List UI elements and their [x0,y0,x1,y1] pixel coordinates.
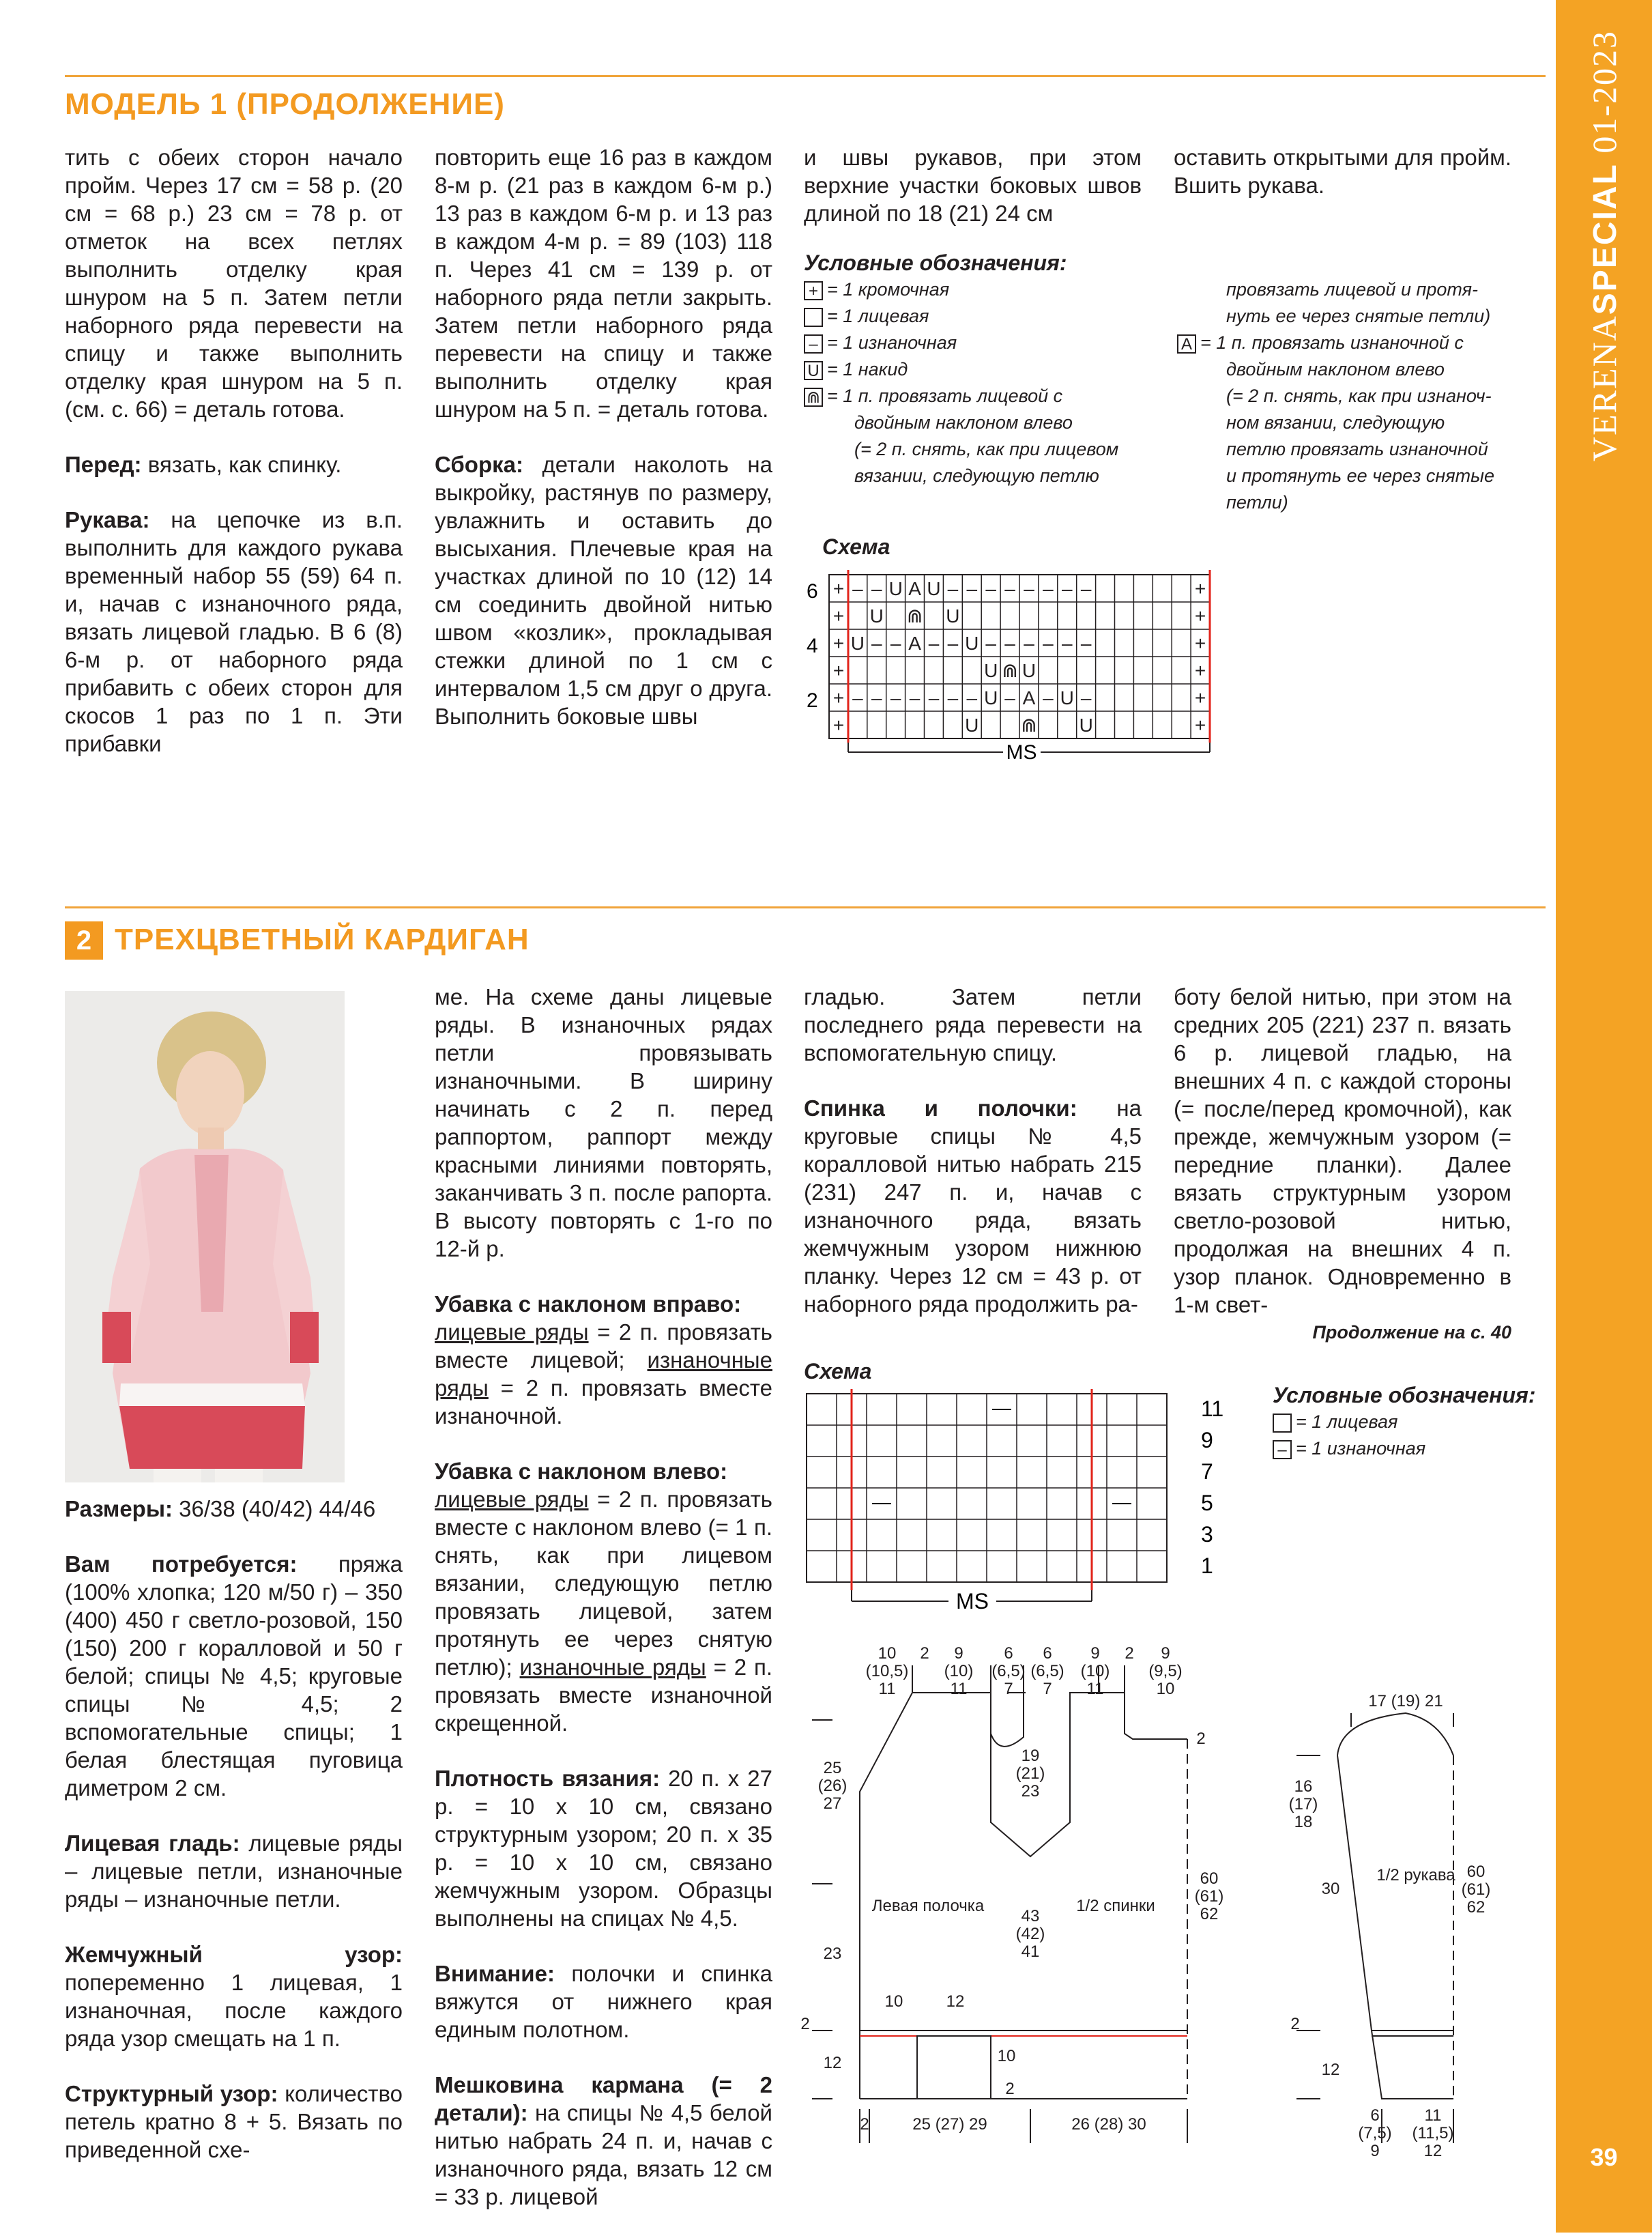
ms-label: MS [956,1589,989,1613]
svg-text:2: 2 [800,2015,810,2033]
paragraph: и швы рукавов, при этом верхние участки боковых швов длиной по 18 (21) 24 см [804,145,1142,226]
svg-text:10: 10 [997,2047,1016,2065]
svg-text:(11,5): (11,5) [1412,2124,1454,2142]
svg-text:62: 62 [1200,1905,1219,1923]
legend-item: – = 1 изнаночная [804,330,1186,356]
svg-text:–: – [852,687,863,708]
svg-text:U: U [869,605,884,627]
back-half-label: 1/2 спинки [1076,1897,1155,1915]
svg-text:11: 11 [950,1680,968,1698]
svg-text:2: 2 [1125,1644,1134,1663]
paragraph: Спинка и полочки: на круговые спицы № 4,5 коралловой нитью набрать 215 (231) 247 п. и, начав с изнаночного ряда, вязать жемчужным узором нижнюю планку. Через 12 см = 43 р. от наборного ряда продолжить ра- [804,1095,1142,1317]
svg-text:–: – [1004,633,1015,654]
svg-text:6: 6 [1370,2106,1380,2125]
row-label: 6 [807,580,818,603]
svg-text:(10): (10) [1080,1662,1110,1680]
svg-text:12: 12 [823,2054,842,2072]
svg-text:⋒: ⋒ [906,605,923,627]
svg-text:+: + [832,633,845,654]
svg-text:U: U [1060,687,1074,708]
svg-text:(9,5): (9,5) [1148,1662,1183,1680]
svg-text:10: 10 [884,1992,903,2011]
svg-text:(7,5): (7,5) [1358,2124,1392,2142]
svg-text:+: + [832,687,845,708]
svg-text:12: 12 [1423,2142,1443,2160]
svg-text:2: 2 [860,2115,869,2134]
svg-text:–: – [1043,687,1054,708]
section2-scheme-chart [798,1386,1249,1618]
section1-col4 [1174,143,1511,227]
svg-text:+: + [1194,605,1206,627]
svg-text:19: 19 [1021,1747,1040,1765]
body-pattern-diagram [792,1638,1242,2157]
svg-text:60: 60 [1466,1863,1486,1881]
section2-col4 [1174,983,1511,1347]
svg-text:(42): (42) [1015,1925,1045,1943]
svg-text:2: 2 [920,1644,929,1663]
section2-col1 [65,1495,403,2191]
svg-text:–: – [909,687,921,708]
section1-col3 [804,143,1142,255]
legend-item: = 1 лицевая [1273,1409,1536,1435]
paragraph: Лицевая гладь: лицевые ряды – лицевые петли, изнаночные ряды – изнаночные петли. [65,1831,403,1912]
section2-col3 [804,983,1142,1345]
svg-text:23: 23 [823,1945,842,1963]
sleeve-label: 1/2 рукава [1376,1866,1455,1884]
svg-text:—: — [872,1491,891,1512]
ms-label: MS [1006,741,1037,764]
svg-text:–: – [1080,687,1092,708]
purl-symbol-icon: – [1273,1440,1292,1459]
svg-text:U: U [965,633,979,654]
paragraph: боту белой нитью, при этом на средних 205 (221) 237 п. вязать 6 р. лицевой гладью, на внешних 4 п. с каждой стороны (= после/перед кромочной), как прежде, жемчужным узором (= передние планки). Далее вязать структурным узором светло-розовой нитью, продолжая на внешних 4 п. узор планок. Одновременно в 1-м свет- [1174,984,1511,1317]
svg-text:⋒: ⋒ [1002,660,1018,681]
svg-text:+: + [832,578,845,599]
row-label: 11 [1201,1396,1224,1421]
paragraph: Плотность вязания: 20 п. х 27 р. = 10 х 10 см, связано структурным узором; 20 п. х 35 р. = 10 х 10 см, связано жемчужным узором. Образцы выполнены на спицах № 4,5. [435,1766,773,1931]
svg-text:⋒: ⋒ [1021,715,1037,736]
svg-text:–: – [985,633,996,654]
svg-text:6: 6 [1043,1644,1052,1663]
svg-text:2: 2 [1290,2015,1300,2033]
page-number: 39 [1590,2143,1618,2171]
svg-text:–: – [1024,633,1034,654]
svg-text:(61): (61) [1194,1887,1224,1906]
svg-text:(26): (26) [817,1777,847,1795]
double-decrease-knit-symbol-icon: ⋒ [804,388,823,407]
svg-text:9: 9 [1161,1644,1170,1663]
paragraph: Вам потребуется: пряжа (100% хлопка; 120 м/50 г) – 350 (400) 450 г светло-розовой, 150 (150) 200 г коралловой и 50 г белой; спицы № 4,5; круговые спицы № 4,5; 2 вспомогательные спицы; 1 белая блестящая пуговица диметром 2 см. [65,1551,403,1801]
svg-text:A: A [908,633,921,654]
sleeve-pattern-diagram [1283,1693,1549,2170]
paragraph: Жемчужный узор: попеременно 1 лицевая, 1 изнаночная, после каждого ряда узор смещать на 1 п. [65,1942,403,2051]
section2-col2 [435,983,772,2238]
legend-item: + = 1 кромочная [804,276,1186,303]
svg-text:–: – [1080,578,1092,599]
svg-text:9: 9 [954,1644,963,1663]
double-decrease-purl-symbol-icon: A [1177,334,1196,354]
svg-text:16: 16 [1294,1777,1313,1796]
legend-item: A = 1 п. провязать изнаночной с [1177,330,1546,356]
row-label: 2 [807,689,818,712]
paragraph: Внимание: полочки и спинка вяжутся от нижнего края единым полотном. [435,1961,772,2042]
svg-text:–: – [1024,578,1034,599]
row-label: 3 [1201,1522,1213,1547]
yarn-over-symbol-icon: U [804,361,823,380]
paragraph: повторить еще 16 раз в каждом 8-м р. (21 раз в каждом 6-м р.) 13 раз в каждом 6-м р. и 13 раз в каждом 4-м р. = 89 (103) 118 п. Через 41 см = 139 р. от наборного ряда петли закрыть. Затем петли наборного ряда перевести на спицу и также выполнить отделку края шнуром на 5 п. = деталь готова. [435,145,772,422]
svg-text:+: + [832,715,845,736]
svg-text:–: – [966,578,978,599]
svg-text:–: – [985,578,996,599]
svg-text:+: + [1194,578,1206,599]
svg-text:–: – [947,633,959,654]
section1-scheme-chart [798,566,1249,771]
svg-text:+: + [1194,633,1206,654]
section1-title: МОДЕЛЬ 1 (ПРОДОЛЖЕНИЕ) [65,87,505,121]
svg-text:–: – [966,687,978,708]
svg-text:11: 11 [878,1680,896,1698]
svg-text:62: 62 [1466,1898,1486,1917]
svg-text:–: – [1004,578,1015,599]
svg-text:–: – [871,578,882,599]
svg-text:–: – [928,687,940,708]
section2-title: ТРЕХЦВЕТНЫЙ КАРДИГАН [115,923,530,956]
left-front-label: Левая полочка [871,1897,985,1915]
svg-text:U: U [1079,715,1093,736]
row-label: 9 [1201,1428,1213,1452]
svg-text:–: – [871,687,882,708]
svg-text:18: 18 [1294,1813,1313,1831]
svg-text:12: 12 [1321,2061,1340,2079]
svg-text:60: 60 [1200,1869,1219,1888]
section1-col2 [435,143,772,758]
svg-text:7: 7 [1004,1680,1013,1698]
legend-item: – = 1 изнаночная [1273,1435,1536,1462]
svg-text:–: – [890,633,901,654]
svg-text:U: U [1021,660,1037,681]
svg-text:+: + [1194,687,1206,708]
paragraph: Размеры: 36/38 (40/42) 44/46 [65,1496,376,1521]
legend-item: = 1 лицевая [804,303,1186,330]
svg-text:(6,5): (6,5) [1030,1662,1064,1680]
svg-text:25 (27) 29: 25 (27) 29 [912,2115,987,2134]
svg-text:–: – [852,578,863,599]
svg-text:10: 10 [1156,1680,1175,1698]
svg-text:11: 11 [1424,2106,1442,2125]
svg-text:+: + [1194,660,1206,681]
paragraph: Структурный узор: количество петель кратно 8 + 5. Вязать по приведенной схе- [65,2081,403,2162]
knit-symbol-icon [1273,1414,1292,1433]
row-label: 5 [1201,1491,1213,1515]
svg-text:A: A [1022,687,1036,708]
svg-text:27: 27 [823,1794,842,1813]
paragraph: оставить открытыми для пройм. Вшить рукава. [1174,145,1511,198]
svg-text:–: – [890,687,901,708]
svg-text:23: 23 [1021,1782,1040,1801]
section2-number-badge: 2 [65,921,103,960]
svg-text:(10): (10) [944,1662,974,1680]
svg-text:(17): (17) [1288,1795,1318,1813]
legend-item: U = 1 накид [804,356,1186,383]
section2-scheme-title: Схема [804,1359,872,1383]
svg-text:(61): (61) [1461,1880,1491,1899]
section1-col1 [65,143,403,785]
continued-note: Продолжение на с. 40 [1312,1322,1511,1343]
paragraph: Перед: вязать, как спинку. [65,452,342,477]
svg-text:+: + [1194,715,1206,736]
svg-text:–: – [928,633,940,654]
svg-text:–: – [1062,633,1073,654]
knit-symbol-icon [804,308,823,327]
svg-text:30: 30 [1321,1880,1340,1898]
svg-text:12: 12 [946,1992,965,2011]
legend-item: ⋒ = 1 п. провязать лицевой с [804,383,1186,410]
svg-text:–: – [947,578,959,599]
section2-legend [1273,1382,1536,1462]
svg-text:–: – [1080,633,1092,654]
section2-rule [65,906,1546,908]
svg-text:+: + [832,605,845,627]
svg-text:(6,5): (6,5) [991,1662,1026,1680]
selvage-symbol-icon: + [804,281,823,300]
svg-text:–: – [947,687,959,708]
svg-text:2: 2 [1196,1730,1206,1748]
svg-text:9: 9 [1370,2142,1380,2160]
model-photo [65,991,345,1482]
svg-text:6: 6 [1004,1644,1013,1663]
paragraph: тить с обеих сторон начало пройм. Через 17 см = 58 р. (20 см = 68 р.) 23 см = 78 р. от отметок на всех петлях выполнить отделку края шнуром на 5 п. Затем петли наборного ряда перевести на спицу и также выполнить отделку края шнуром на 5 п. (см. с. 66) = деталь готова. [65,145,403,422]
purl-symbol-icon: – [804,334,823,354]
paragraph: Рукава: на цепочке из в.п. выполнить для каждого рукава временный набор 55 (59) 64 п. и, начав с изнаночного ряда, вязать лицевой гладью. В 6 (8) 6-м р. от наборного ряда прибавить с обеих сторон для скосов 1 раз по 1 п. Эти прибавки [65,507,403,756]
svg-text:–: – [871,633,882,654]
svg-text:25: 25 [823,1759,842,1777]
svg-text:U: U [984,687,998,708]
legend-title: Условные обозначения: [1273,1383,1536,1407]
svg-text:U: U [888,578,903,599]
svg-text:11: 11 [1086,1680,1104,1698]
svg-text:–: – [1043,578,1054,599]
svg-text:26 (28) 30: 26 (28) 30 [1071,2115,1146,2134]
svg-text:U: U [927,578,941,599]
svg-text:—: — [1112,1491,1131,1512]
paragraph: Убавка с наклоном влево: лицевые ряды = 2 п. провязать вместе с наклоном влево (= 1 п. снять, как при лицевом вязании, следующую петлю провязать лицевой, затем протянуть ее через снятую петлю); изнаночные ряды = 2 п. провязать вместе изнаночной скрещенной. [435,1459,773,1736]
svg-text:7: 7 [1043,1680,1052,1698]
svg-text:U: U [984,660,998,681]
svg-text:–: – [1062,578,1073,599]
svg-text:+: + [832,660,845,681]
section1-legend-right: провязать лицевой и протя- нуть ее через снятые петли) A = 1 п. провязать изнаночной с двойным наклоном влево (= 2 п. снять, как при изнаноч- ном вязании, следующую петлю провязать изнаночной и протянуть ее через снятые петли) [1177,276,1546,516]
svg-text:—: — [992,1397,1011,1418]
section1-scheme-title: Схема [822,534,890,559]
paragraph: ме. На схеме даны лицевые ряды. В изнаночных рядах петли провязывать изнаночными. В ширину начинать с 2 п. перед раппортом, раппорт между красными линиями повторять, заканчивать 3 п. после рапорта. В высоту повторять с 1-го по 12-й р. [435,984,772,1261]
svg-text:U: U [965,715,979,736]
svg-text:41: 41 [1021,1942,1040,1961]
svg-text:–: – [1004,687,1015,708]
svg-text:–: – [1043,633,1054,654]
paragraph: гладью. Затем петли последнего ряда перевести на вспомогательную спицу. [804,984,1142,1065]
magazine-brand: VERENASPECIAL 01-2023 [1584,30,1623,461]
svg-text:A: A [908,578,921,599]
svg-text:2: 2 [1005,2080,1015,2098]
svg-text:U: U [946,605,960,627]
row-label: 7 [1201,1459,1213,1484]
paragraph: Мешковина кармана (= 2 детали): на спицы № 4,5 белой нитью набрать 24 п. и, начав с изнаночного ряда, вязать 12 см = 33 р. лицевой [435,2072,772,2209]
legend-title: Условные обозначения: [804,250,1067,275]
paragraph: Сборка: детали наколоть на выкройку, растянув по размеру, увлажнить и оставить до высыхания. Плечевые края на участках длиной по 10 (12) 14 см соединить двойной нитью швом «козлик», прокладывая стежки длиной по 1 см с интервалом 1,5 см друг о друга. Выполнить боковые швы [435,452,772,729]
svg-text:(21): (21) [1015,1764,1045,1783]
svg-text:43: 43 [1021,1907,1040,1925]
row-label: 1 [1201,1553,1213,1578]
svg-text:10: 10 [878,1644,897,1663]
top-rule [65,75,1546,77]
section1-legend: Условные обозначения: + = 1 кромочная = 1 лицевая – = 1 изнаночная U = 1 накид ⋒ = 1 п. провязать лицевой с двойным наклоном влево (= 2 п. снять, как при лицевом вязании, следующую петлю [804,250,1186,489]
row-label: 4 [807,635,818,657]
svg-text:(10,5): (10,5) [865,1662,909,1680]
svg-text:U: U [850,633,865,654]
paragraph: Убавка с наклоном вправо: лицевые ряды = 2 п. провязать вместе лицевой; изнаночные ряды = 2 п. провязать вместе изнаночной. [435,1291,773,1429]
svg-text:9: 9 [1090,1644,1100,1663]
svg-text:17 (19) 21: 17 (19) 21 [1368,1693,1443,1710]
